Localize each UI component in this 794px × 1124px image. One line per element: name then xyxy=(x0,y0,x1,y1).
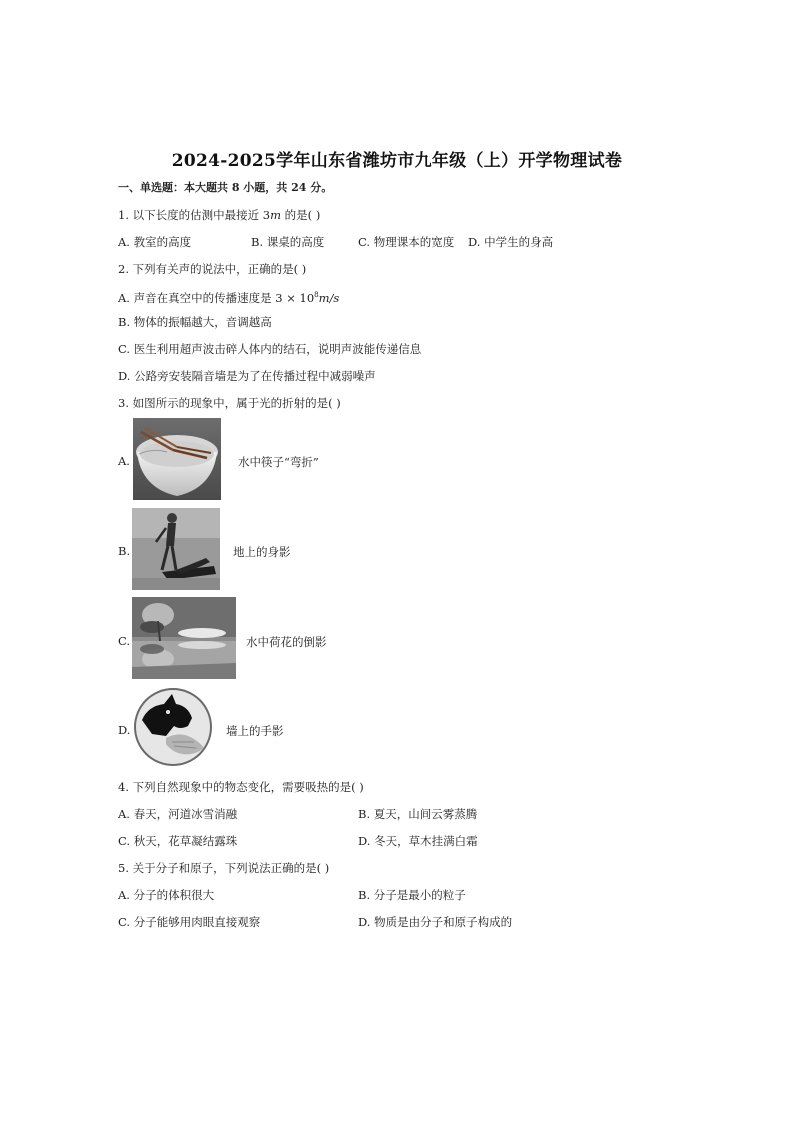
q5-option-c: C. 分子能够用肉眼直接观察 xyxy=(118,915,261,929)
q1-option-d: D. 中学生的身高 xyxy=(468,235,554,249)
q2-option-a-text: A. 声音在真空中的传播速度是 3 × 10 xyxy=(118,291,315,305)
q2-option-c: C. 医生利用超声波击碎人体内的结石，说明声波能传递信息 xyxy=(118,342,422,356)
q1-unit: m xyxy=(270,208,282,222)
chopsticks-in-water-photo xyxy=(133,418,221,500)
q1-stem-text: 1. 以下长度的估测中最接近 3 xyxy=(118,208,271,222)
q3-option-b-letter: B. xyxy=(118,544,131,558)
question-1-stem xyxy=(118,207,320,223)
q4-option-d: D. 冬天，草木挂满白霜 xyxy=(358,834,478,848)
hand-shadow-photo xyxy=(132,686,214,768)
q2-option-b: B. 物体的振幅越大，音调越高 xyxy=(118,315,272,329)
q2-unit: m/s xyxy=(318,291,340,305)
q3-option-b-caption: 地上的身影 xyxy=(233,545,291,559)
ground-shadow-photo xyxy=(132,508,220,590)
q3-option-c-caption: 水中荷花的倒影 xyxy=(246,635,327,649)
q1-option-a: A. 教室的高度 xyxy=(118,235,192,249)
q1-option-c: C. 物理课本的宽度 xyxy=(358,235,455,249)
question-4-stem: 4. 下列自然现象中的物态变化，需要吸热的是( ) xyxy=(118,780,364,794)
section-heading: 一、单选题：本大题共 8 小题，共 24 分。 xyxy=(118,181,333,194)
q3-option-d-letter: D. xyxy=(118,723,131,737)
q3-option-a-letter: A. xyxy=(118,454,130,468)
q3-option-a-caption: 水中筷子“弯折” xyxy=(238,455,319,469)
q4-option-a: A. 春天，河道冰雪消融 xyxy=(118,807,238,821)
q1-stem-end: 的是( ) xyxy=(281,208,321,222)
q3-option-d-caption: 墙上的手影 xyxy=(226,724,284,738)
q1-option-b: B. 课桌的高度 xyxy=(251,235,325,249)
question-2-stem: 2. 下列有关声的说法中，正确的是( ) xyxy=(118,262,307,276)
page-title: 2024-2025学年山东省潍坊市九年级（上）开学物理试卷 xyxy=(171,151,623,171)
q2-option-d: D. 公路旁安装隔音墙是为了在传播过程中减弱噪声 xyxy=(118,369,376,383)
q3-option-c-letter: C. xyxy=(118,634,131,648)
q5-option-b: B. 分子是最小的粒子 xyxy=(358,888,466,902)
lotus-reflection-photo xyxy=(132,597,236,679)
q2-option-a xyxy=(118,287,339,306)
question-5-stem: 5. 关于分子和原子，下列说法正确的是( ) xyxy=(118,861,330,875)
question-3-stem: 3. 如图所示的现象中，属于光的折射的是( ) xyxy=(118,396,341,410)
q2-exponent: 8 xyxy=(314,291,319,299)
q5-option-a: A. 分子的体积很大 xyxy=(118,888,215,902)
q4-option-c: C. 秋天，花草凝结露珠 xyxy=(118,834,238,848)
q5-option-d: D. 物质是由分子和原子构成的 xyxy=(358,915,513,929)
q4-option-b: B. 夏天，山间云雾蒸腾 xyxy=(358,807,478,821)
